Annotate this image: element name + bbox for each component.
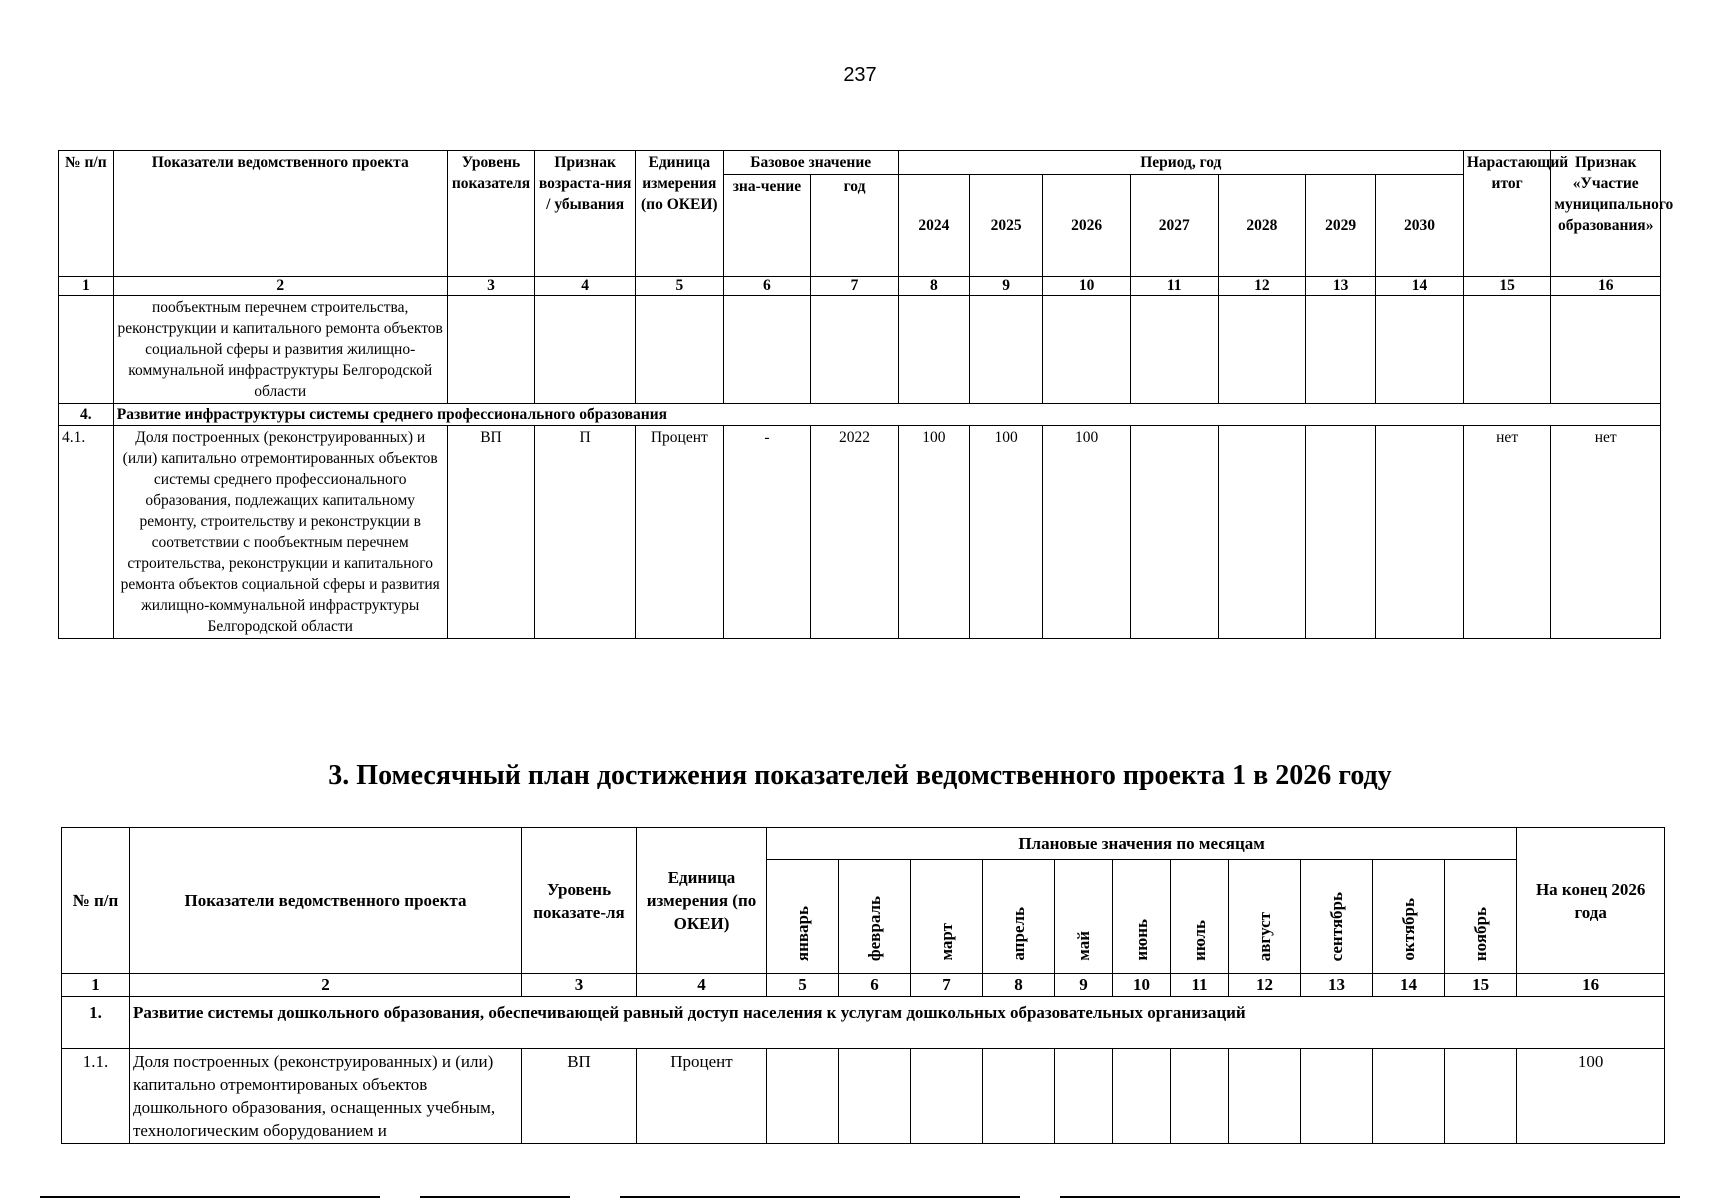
header-year: 2024 [898,175,969,277]
col-number: 16 [1551,277,1661,296]
table-row [59,426,1661,639]
header-num: № п/п [62,828,130,974]
trend-value: П [535,426,636,639]
indicator-continued-text: пообъектным перечнем строительства, реконструкции и капитального ремонта объектов социальной сферы и развития жилищно-коммунальной инфраструктуры Белгородской области [113,296,447,404]
base-year: 2022 [811,426,899,639]
col-number: 15 [1445,974,1517,997]
header-months-group: Плановые значения по месяцам [767,828,1517,860]
header-month: январь [767,860,839,974]
col-number: 4 [535,277,636,296]
unit-value: Процент [637,1049,767,1144]
column-number-row [62,974,1665,997]
indicators-table [58,150,1674,639]
header-level: Уровень показате-ля [522,828,637,974]
table-row [62,1049,1665,1144]
col-number: 6 [723,277,811,296]
section-heading: 3. Помесячный план достижения показателей ведомственного проекта 1 в 2026 году [328,760,1392,791]
header-unit: Единица измерения (по ОКЕИ) [636,151,724,277]
base-value: - [723,426,811,639]
col-number: 11 [1130,277,1218,296]
section-num: 4. [59,404,114,426]
col-number: 10 [1113,974,1171,997]
header-year: 2028 [1218,175,1306,277]
row-num: 1.1. [62,1049,130,1144]
section-title: Развитие инфраструктуры системы среднего профессионального образования [113,404,1660,426]
col-number: 12 [1218,277,1306,296]
col-number: 1 [62,974,130,997]
header-base-group: Базовое значение [723,151,898,175]
footer-line [40,1196,380,1198]
footer-line [620,1196,1020,1198]
year-end-value: 100 [1517,1049,1665,1144]
unit-value: Процент [636,426,724,639]
section-num: 1. [62,997,130,1049]
footer-line [420,1196,570,1198]
col-number: 3 [447,277,535,296]
col-number: 8 [983,974,1055,997]
header-year: 2025 [969,175,1042,277]
col-number: 8 [898,277,969,296]
col-number: 10 [1043,277,1131,296]
level-value: ВП [522,1049,637,1144]
indicator-text: Доля построенных (реконструированных) и (или) капитально отремонтированых объектов дошкольного образования, оснащенных учебным, технологическим оборудованием и [130,1049,522,1144]
header-level: Уровень показателя [447,151,535,277]
col-number: 3 [522,974,637,997]
col-number: 4 [637,974,767,997]
col-number: 9 [969,277,1042,296]
value-2028 [1218,426,1306,639]
header-month: ноябрь [1445,860,1517,974]
value-2029 [1306,426,1376,639]
column-number-row [59,277,1661,296]
header-unit: Единица измерения (по ОКЕИ) [637,828,767,974]
header-year: 2030 [1376,175,1464,277]
header-month: март [911,860,983,974]
col-number: 12 [1229,974,1301,997]
row-num: 4.1. [59,426,114,639]
col-number: 7 [811,277,899,296]
value-2024: 100 [898,426,969,639]
header-year: 2029 [1306,175,1376,277]
header-trend: Признак возраста-ния / убывания [535,151,636,277]
section-row [59,404,1661,426]
header-month: август [1229,860,1301,974]
col-number: 2 [130,974,522,997]
header-month: июнь [1113,860,1171,974]
header-month: сентябрь [1301,860,1373,974]
value-2025: 100 [969,426,1042,639]
col-number: 16 [1517,974,1665,997]
section-title: Развитие системы дошкольного образования, обеспечивающей равный доступ населения к услугам дошкольных образовательных организаций [130,997,1665,1049]
header-year: 2027 [1130,175,1218,277]
header-year: 2026 [1043,175,1131,277]
col-number: 15 [1463,277,1551,296]
header-municipal: Признак «Участие муниципального образования» [1551,151,1661,277]
header-month: апрель [983,860,1055,974]
col-number: 14 [1373,974,1445,997]
section-row [62,997,1665,1049]
col-number: 7 [911,974,983,997]
header-indicator: Показатели ведомственного проекта [113,151,447,277]
indicator-text: Доля построенных (реконструированных) и (или) капитально отремонтированных объектов системы среднего профессионального образования, подлежащих капитальному ремонту, строительству и реконструкции в соответствии с пообъектным перечнем строительства, реконструкции и капитального ремонта объектов социальной сферы и развития жилищно-коммунальной инфраструктуры Белгородской области [113,426,447,639]
header-period-group: Период, год [898,151,1463,175]
col-number: 6 [839,974,911,997]
page-number: 237 [843,64,877,86]
header-base-year: год [811,175,899,277]
header-indicator: Показатели ведомственного проекта [130,828,522,974]
header-base-value: зна-чение [723,175,811,277]
value-2030 [1376,426,1464,639]
monthly-plan-table [61,827,1665,1144]
table-row [59,296,1661,404]
municipal-value: нет [1551,426,1661,639]
value-2026: 100 [1043,426,1131,639]
col-number: 5 [767,974,839,997]
col-number: 14 [1376,277,1464,296]
header-month: май [1055,860,1113,974]
level-value: ВП [447,426,535,639]
col-number: 1 [59,277,114,296]
header-month: октябрь [1373,860,1445,974]
col-number: 13 [1301,974,1373,997]
footer-line [1060,1196,1680,1198]
header-month: февраль [839,860,911,974]
header-cumulative: Нарастающий итог [1463,151,1551,277]
header-month: июль [1171,860,1229,974]
col-number: 2 [113,277,447,296]
header-year-end: На конец 2026 года [1517,828,1665,974]
value-2027 [1130,426,1218,639]
header-num: № п/п [59,151,114,277]
cumulative-value: нет [1463,426,1551,639]
col-number: 5 [636,277,724,296]
col-number: 11 [1171,974,1229,997]
col-number: 9 [1055,974,1113,997]
col-number: 13 [1306,277,1376,296]
